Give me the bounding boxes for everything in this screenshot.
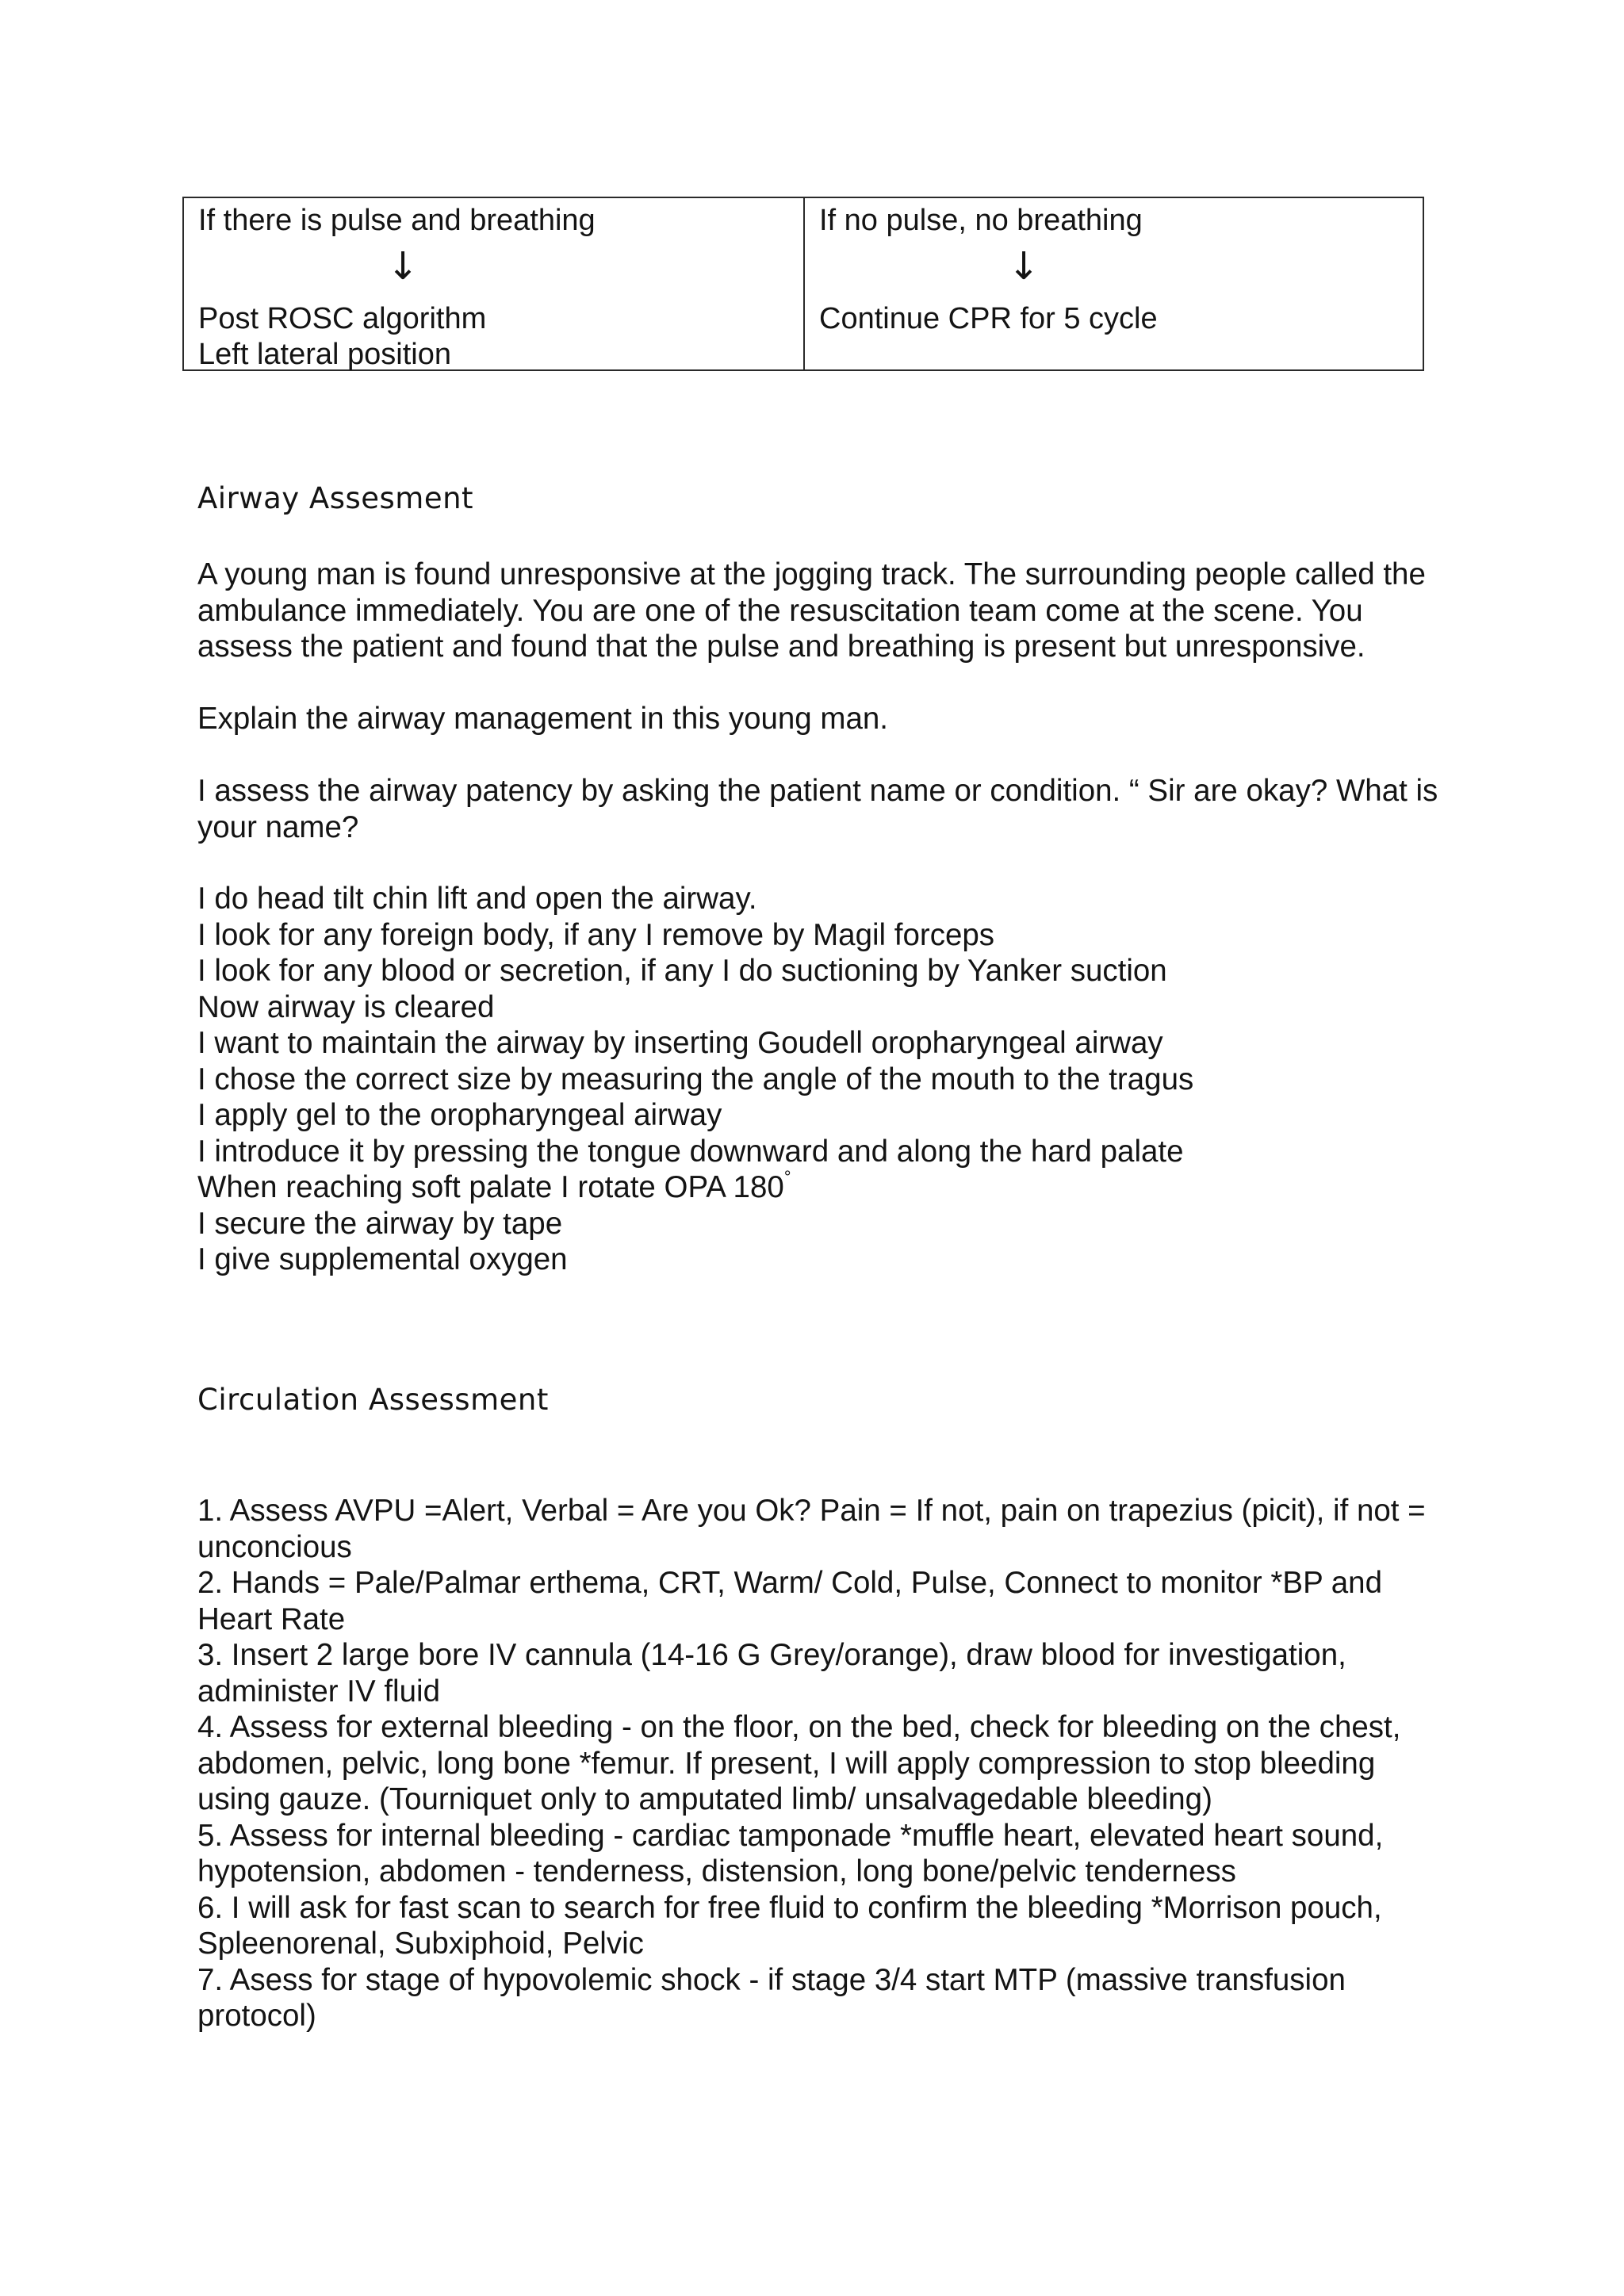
condition-text: If there is pulse and breathing	[198, 204, 596, 237]
list-line: 7. Asess for stage of hypovolemic shock - if stage 3/4 start MTP (massive transfusion	[197, 1962, 1346, 1997]
step-line: I introduce it by pressing the tongue downward and along the hard palate	[197, 1134, 1184, 1169]
step-line: I give supplemental oxygen	[197, 1242, 568, 1276]
no-pulse-no-breathing-cell	[805, 198, 1423, 369]
airway-heading: Airway Assesment	[197, 481, 474, 515]
outcome-text: Continue CPR for 5 cycle	[819, 302, 1158, 335]
list-line: protocol)	[197, 1999, 316, 2033]
paragraph-line: your name?	[197, 809, 359, 844]
list-line: administer IV fluid	[197, 1674, 440, 1709]
list-line: 2. Hands = Pale/Palmar erthema, CRT, Warm/ Cold, Pulse, Connect to monitor *BP and	[197, 1566, 1382, 1600]
step-line: Now airway is cleared	[197, 989, 495, 1024]
list-line: abdomen, pelvic, long bone *femur. If present, I will apply compression to stop bleeding	[197, 1746, 1376, 1781]
list-line: 5. Assess for internal bleeding - cardiac tamponade *muffle heart, elevated heart sound,	[197, 1818, 1384, 1853]
step-line: I look for any blood or secretion, if any I do suctioning by Yanker suction	[197, 954, 1167, 988]
rotate-opa-text: When reaching soft palate I rotate OPA 180	[197, 1170, 784, 1204]
step-line: I apply gel to the oropharyngeal airway	[197, 1098, 722, 1132]
circulation-list	[197, 1493, 1450, 2034]
list-line: unconcious	[197, 1529, 352, 1564]
decision-table	[182, 197, 1424, 371]
list-line: 6. I will ask for fast scan to search for free fluid to confirm the bleeding *Morrison pouch,	[197, 1890, 1382, 1925]
airway-scenario	[197, 557, 1450, 665]
airway-patency	[197, 773, 1450, 845]
paragraph-line: assess the patient and found that the pulse and breathing is present but unresponsive.	[197, 629, 1365, 664]
down-arrow-icon: ↓	[1008, 244, 1040, 289]
pulse-breathing-present-cell	[184, 198, 805, 369]
degree-symbol: °	[783, 1167, 791, 1187]
list-line: hypotension, abdomen - tenderness, distension, long bone/pelvic tenderness	[197, 1854, 1236, 1888]
step-line: I do head tilt chin lift and open the airway.	[197, 882, 757, 916]
list-line: Spleenorenal, Subxiphoid, Pelvic	[197, 1927, 644, 1961]
paragraph-line: A young man is found unresponsive at the jogging track. The surrounding people called the	[197, 557, 1426, 591]
list-line: using gauze. (Tourniquet only to amputated limb/ unsalvagedable bleeding)	[197, 1782, 1212, 1816]
outcome-text: Left lateral position	[198, 338, 451, 371]
step-line: I secure the airway by tape	[197, 1206, 563, 1241]
circulation-heading: Circulation Assessment	[197, 1383, 549, 1417]
question-line: Explain the airway management in this young man.	[197, 702, 889, 736]
step-line: I chose the correct size by measuring the angle of the mouth to the tragus	[197, 1062, 1194, 1096]
paragraph-line: I assess the airway patency by asking the patient name or condition. “ Sir are okay? What is	[197, 774, 1438, 808]
airway-question	[197, 701, 1450, 737]
list-line: 1. Assess AVPU =Alert, Verbal = Are you Ok? Pain = If not, pain on trapezius (picit), if not =	[197, 1494, 1426, 1528]
step-line	[197, 1169, 1450, 1206]
outcome-text: Post ROSC algorithm	[198, 302, 487, 335]
paragraph-line: ambulance immediately. You are one of the resuscitation team come at the scene. You	[197, 593, 1363, 628]
list-line: 4. Assess for external bleeding - on the floor, on the bed, check for bleeding on the chest,	[197, 1710, 1401, 1744]
step-line: I want to maintain the airway by inserting Goudell oropharyngeal airway	[197, 1026, 1163, 1060]
airway-steps	[197, 881, 1450, 1278]
condition-text: If no pulse, no breathing	[819, 204, 1143, 237]
list-line: 3. Insert 2 large bore IV cannula (14-16 G Grey/orange), draw blood for investigation,	[197, 1638, 1346, 1672]
list-line: Heart Rate	[197, 1601, 346, 1636]
step-line: I look for any foreign body, if any I remove by Magil forceps	[197, 917, 995, 952]
down-arrow-icon: ↓	[387, 244, 419, 289]
